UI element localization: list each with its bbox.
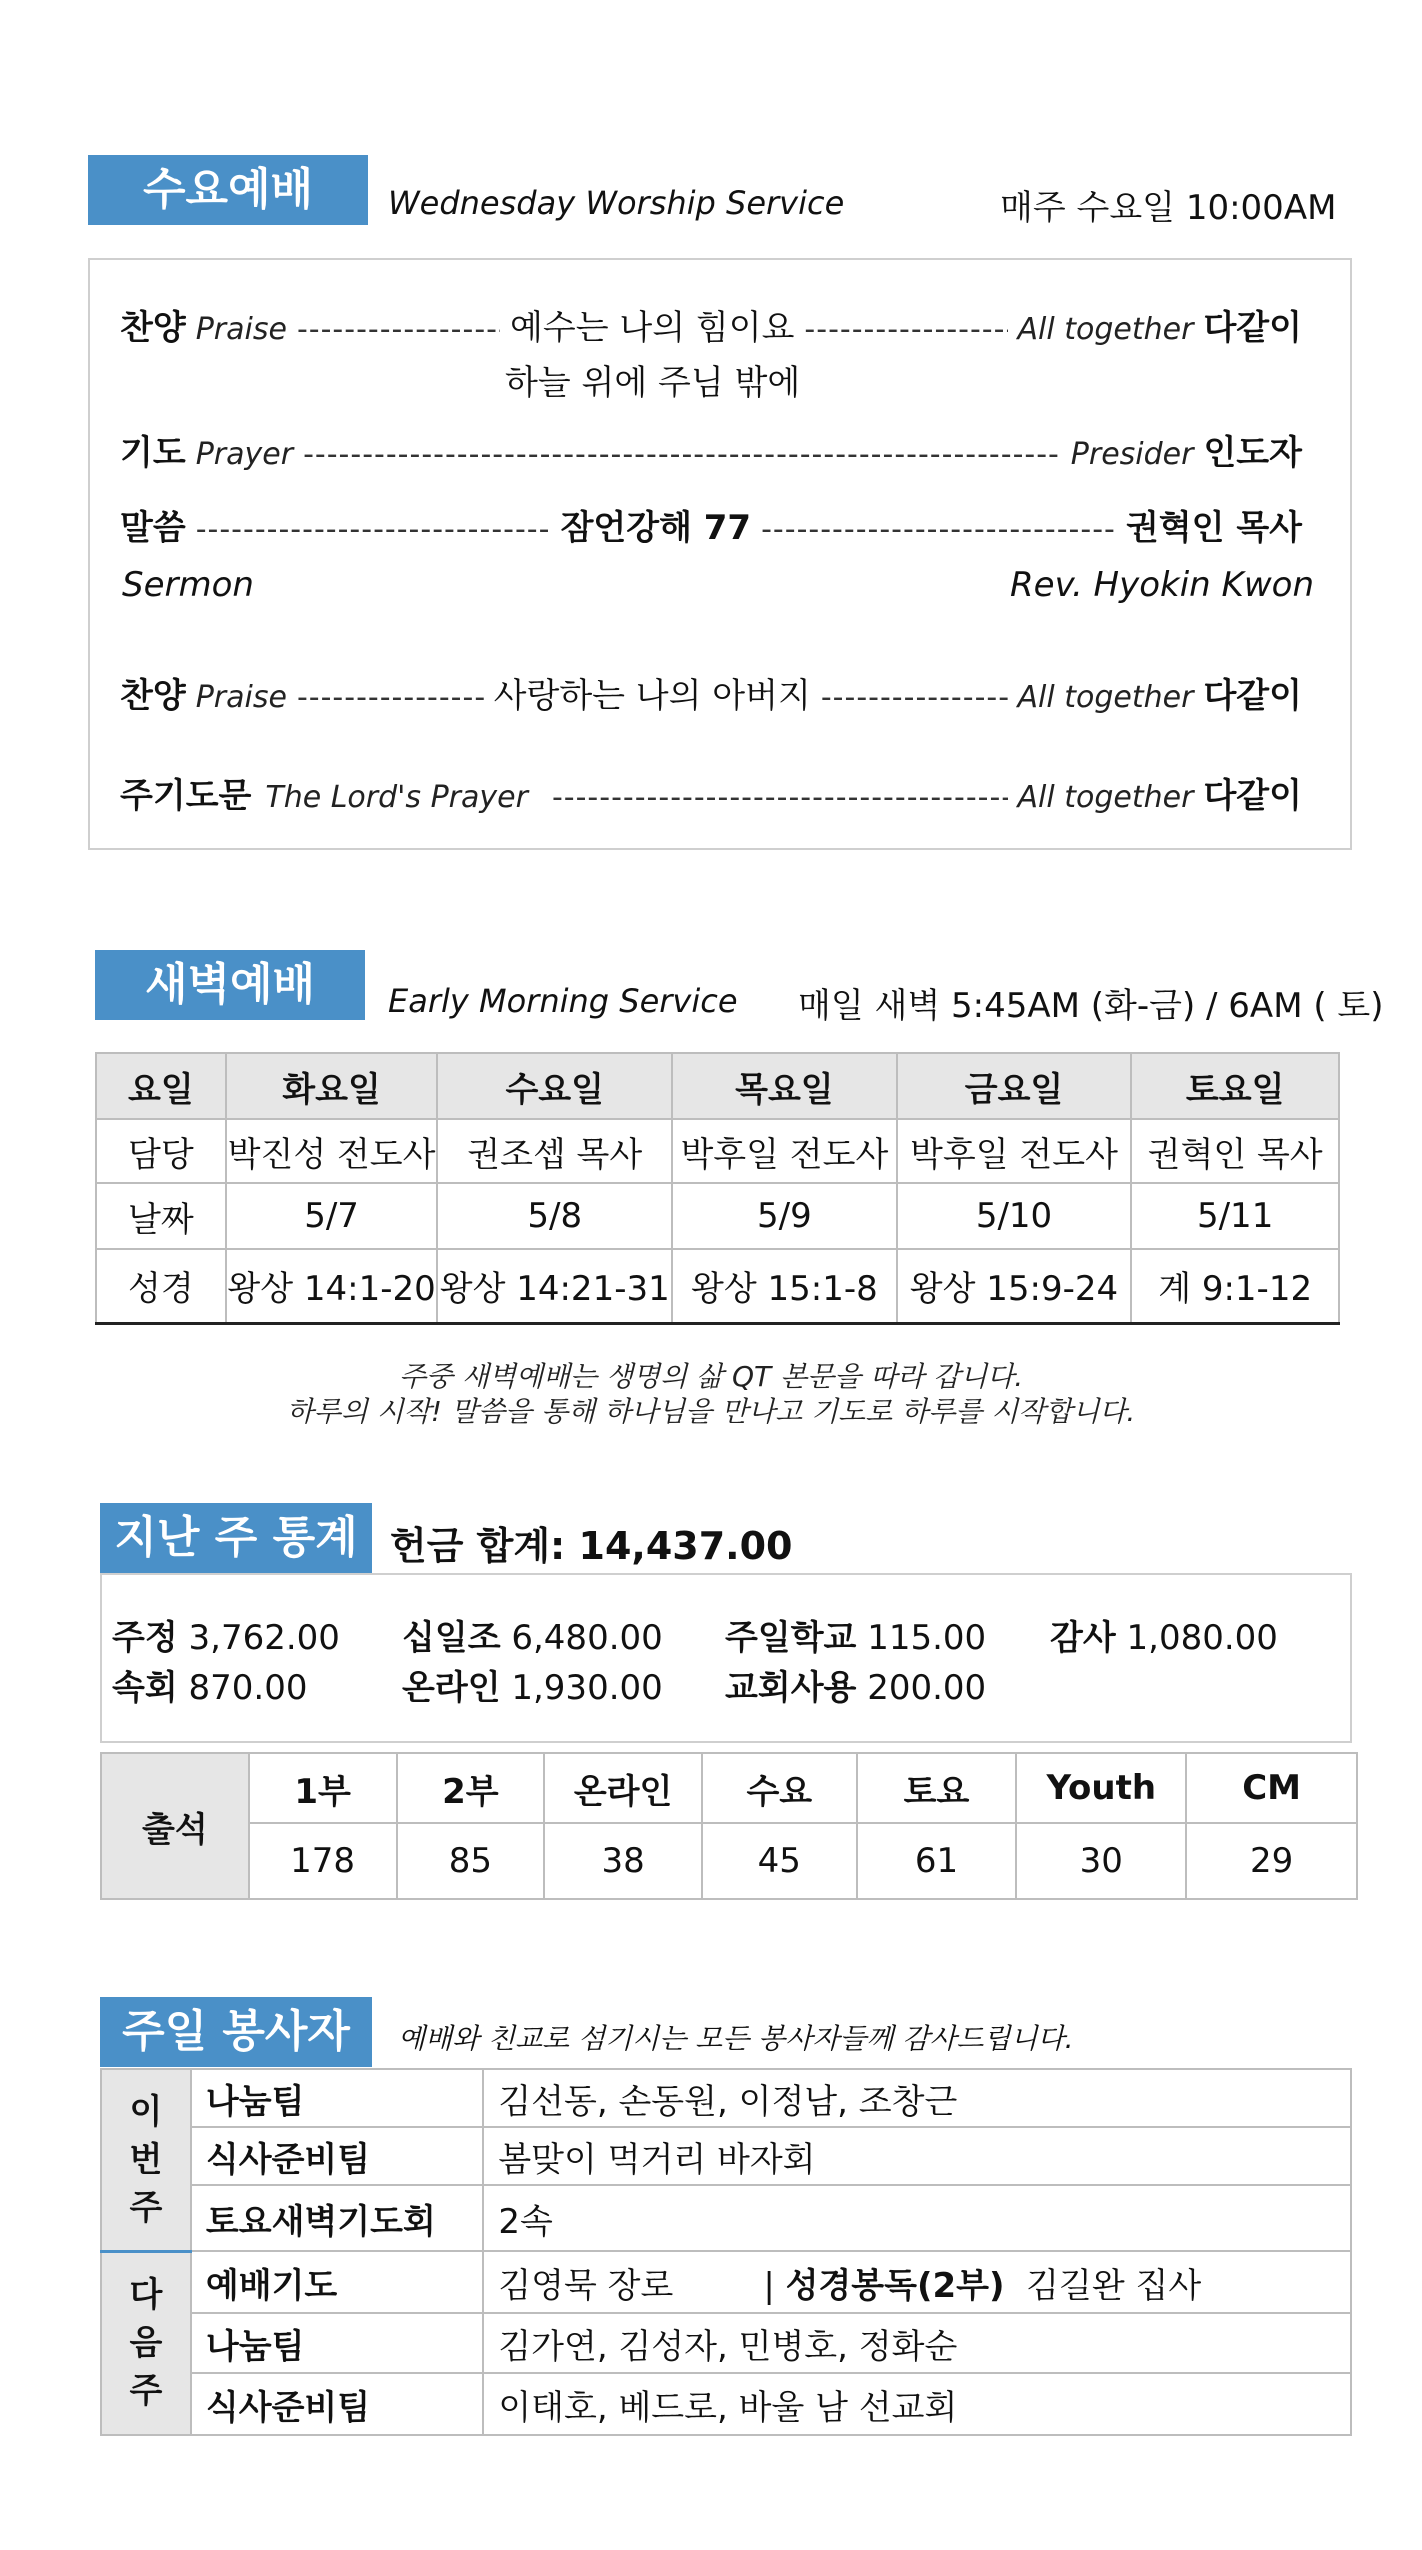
offering-item <box>725 1660 986 1709</box>
order-label-ko: 말씀 <box>120 508 186 548</box>
volunteers-subtitle: 예배와 친교로 섬기시는 모든 봉사자들께 감사드립니다. <box>398 2022 1074 2055</box>
order-label-en: The Lord's Prayer <box>265 780 528 815</box>
dawn-cell: 권조셉 목사 <box>437 1119 672 1183</box>
offering-value: 3,762.00 <box>188 1618 340 1658</box>
dawn-scripture-row <box>96 1249 1339 1323</box>
dawn-header-row <box>96 1053 1339 1119</box>
attendance-header: 2부 <box>397 1753 545 1823</box>
offering-value: 115.00 <box>867 1618 987 1658</box>
dash-leader <box>821 680 1008 715</box>
volunteer-row <box>101 2313 1351 2373</box>
order-leader-ko: 다같이 <box>1203 676 1302 716</box>
wednesday-title: 수요예배 <box>88 155 368 225</box>
volunteer-role: 식사준비팀 <box>191 2373 483 2435</box>
dawn-header-cell: 화요일 <box>226 1053 438 1119</box>
wednesday-subtitle: Wednesday Worship Service <box>388 184 845 222</box>
dawn-cell: 박후일 전도사 <box>672 1119 897 1183</box>
order-label-ko: 주기도문 <box>120 776 252 816</box>
volunteer-role: 식사준비팀 <box>191 2127 483 2185</box>
volunteer-row <box>101 2127 1351 2185</box>
dash-leader <box>297 312 500 347</box>
dawn-cell: 왕상 15:9-24 <box>897 1249 1132 1323</box>
offering-label: 십일조 <box>402 1618 501 1658</box>
volunteer-row <box>101 2373 1351 2435</box>
dawn-header-cell: 금요일 <box>897 1053 1132 1119</box>
order-leader-en: All together <box>1017 312 1194 347</box>
attendance-value: 30 <box>1016 1823 1186 1899</box>
offering-label: 주정 <box>112 1618 178 1658</box>
dawn-header-cell: 수요일 <box>437 1053 672 1119</box>
offering-item <box>402 1610 663 1659</box>
dawn-leader-row <box>96 1119 1339 1183</box>
dawn-date-row <box>96 1183 1339 1249</box>
order-row-praise-2 <box>120 668 1302 717</box>
volunteers-table <box>100 2068 1352 2436</box>
order-leader-en: Presider <box>1070 437 1194 472</box>
volunteer-names: 봄맞이 먹거리 바자회 <box>483 2127 1351 2185</box>
offering-total <box>390 1515 792 1570</box>
attendance-label: 출석 <box>101 1753 249 1899</box>
dawn-cell: 5/10 <box>897 1183 1132 1249</box>
dawn-header-cell: 요일 <box>96 1053 226 1119</box>
offering-total-value: 14,437.00 <box>578 1524 793 1568</box>
dawn-subtitle: Early Morning Service <box>388 982 738 1020</box>
dawn-row-label: 날짜 <box>96 1183 226 1249</box>
offering-item <box>112 1610 340 1659</box>
volunteer-names: 2속 <box>483 2185 1351 2251</box>
volunteers-title: 주일 봉사자 <box>100 1997 372 2067</box>
attendance-header: 수요 <box>702 1753 857 1823</box>
order-leader-ko: 다같이 <box>1203 776 1302 816</box>
dawn-cell: 박후일 전도사 <box>897 1119 1132 1183</box>
stats-title: 지난 주 통계 <box>100 1503 372 1573</box>
offering-value: 1,080.00 <box>1126 1618 1278 1658</box>
wednesday-time: 매주 수요일 10:00AM <box>1000 188 1337 228</box>
order-leader-en: All together <box>1017 780 1194 815</box>
offering-item <box>402 1660 663 1709</box>
next-week-label: 다 음 주 <box>101 2251 191 2435</box>
volunteer-extra-names: 김길완 집사 <box>1026 2265 1202 2306</box>
dawn-title: 새벽예배 <box>95 950 365 1020</box>
order-label-en: Praise <box>195 680 287 715</box>
attendance-value: 29 <box>1186 1823 1357 1899</box>
volunteer-row <box>101 2069 1351 2127</box>
order-hymn: 사랑하는 나의 아버지 <box>493 676 811 716</box>
volunteer-names: 김선동, 손동원, 이정남, 조창근 <box>483 2069 1351 2127</box>
volunteer-names: 김영묵 장로 <box>498 2265 674 2306</box>
dash-leader <box>552 780 1008 815</box>
volunteer-role: 예배기도 <box>191 2251 483 2313</box>
volunteer-role: 나눔팀 <box>191 2069 483 2127</box>
attendance-value: 61 <box>857 1823 1017 1899</box>
order-row-sermon <box>120 500 1302 549</box>
order-label-ko: 찬양 <box>120 676 186 716</box>
dawn-cell: 5/11 <box>1131 1183 1339 1249</box>
attendance-header: 온라인 <box>544 1753 702 1823</box>
attendance-value: 45 <box>702 1823 857 1899</box>
order-sermon-title: 잠언강해 77 <box>560 508 752 548</box>
order-hymn-second: 하늘 위에 주님 밖에 <box>505 363 801 403</box>
order-label-en: Praise <box>195 312 287 347</box>
dash-leader <box>804 312 1007 347</box>
offering-item <box>1050 1610 1278 1659</box>
order-leader-ko: 다같이 <box>1203 308 1302 348</box>
dash-leader <box>297 680 484 715</box>
order-leader-ko: 인도자 <box>1203 433 1302 473</box>
dawn-cell: 왕상 14:21-31 <box>437 1249 672 1323</box>
dawn-time: 매일 새벽 5:45AM (화-금) / 6AM ( 토) <box>798 986 1384 1026</box>
attendance-header-row <box>101 1753 1357 1823</box>
volunteer-role: 나눔팀 <box>191 2313 483 2373</box>
dawn-schedule-table <box>95 1052 1340 1325</box>
attendance-header: CM <box>1186 1753 1357 1823</box>
volunteer-names-combined <box>483 2251 1351 2313</box>
divider-bar: | <box>763 2265 786 2306</box>
dawn-cell: 5/7 <box>226 1183 438 1249</box>
order-sermon-en: Sermon <box>122 565 254 605</box>
volunteer-extra-role: 성경봉독(2부) <box>785 2265 1005 2306</box>
attendance-table <box>100 1752 1358 1900</box>
offering-item <box>725 1610 986 1659</box>
dawn-cell: 5/9 <box>672 1183 897 1249</box>
dawn-row-label: 담당 <box>96 1119 226 1183</box>
offering-value: 870.00 <box>188 1668 308 1708</box>
offering-label: 온라인 <box>402 1668 501 1708</box>
attendance-header: Youth <box>1016 1753 1186 1823</box>
offering-label: 감사 <box>1050 1618 1116 1658</box>
order-leader-ko: 권혁인 목사 <box>1125 508 1303 548</box>
dawn-cell: 계 9:1-12 <box>1131 1249 1339 1323</box>
order-hymn: 예수는 나의 힘이요 <box>510 308 795 348</box>
order-leader-en: All together <box>1017 680 1194 715</box>
attendance-header: 1부 <box>249 1753 397 1823</box>
order-label-en: Prayer <box>195 437 294 472</box>
dawn-cell: 박진성 전도사 <box>226 1119 438 1183</box>
order-row-praise-1 <box>120 300 1302 349</box>
attendance-header: 토요 <box>857 1753 1017 1823</box>
offering-value: 1,930.00 <box>511 1668 663 1708</box>
dawn-header-cell: 토요일 <box>1131 1053 1339 1119</box>
dawn-cell: 왕상 15:1-8 <box>672 1249 897 1323</box>
attendance-value-row <box>101 1823 1357 1899</box>
attendance-value: 85 <box>397 1823 545 1899</box>
order-row-prayer <box>120 425 1302 474</box>
volunteer-names: 이태호, 베드로, 바울 남 선교회 <box>483 2373 1351 2435</box>
offering-item <box>112 1660 307 1709</box>
dawn-note-1: 주중 새벽예배는 생명의 삶 QT 본문을 따라 갑니다. <box>398 1360 1024 1393</box>
order-preacher-en: Rev. Hyokin Kwon <box>1010 565 1314 605</box>
dawn-note-2: 하루의 시작! 말씀을 통해 하나님을 만나고 기도로 하루를 시작합니다. <box>286 1395 1136 1428</box>
dash-leader <box>303 437 1061 472</box>
dawn-cell: 5/8 <box>437 1183 672 1249</box>
dash-leader <box>196 512 551 547</box>
offering-label: 주일학교 <box>725 1618 857 1658</box>
volunteer-row <box>101 2185 1351 2251</box>
dawn-cell: 권혁인 목사 <box>1131 1119 1339 1183</box>
offering-label: 속회 <box>112 1668 178 1708</box>
volunteer-row <box>101 2251 1351 2313</box>
dawn-header-cell: 목요일 <box>672 1053 897 1119</box>
offering-value: 6,480.00 <box>511 1618 663 1658</box>
dawn-row-label: 성경 <box>96 1249 226 1323</box>
offering-label: 교회사용 <box>725 1668 857 1708</box>
order-row-lords-prayer <box>120 768 1302 817</box>
dash-leader <box>761 512 1116 547</box>
volunteer-names: 김가연, 김성자, 민병호, 정화순 <box>483 2313 1351 2373</box>
attendance-value: 178 <box>249 1823 397 1899</box>
this-week-label: 이 번 주 <box>101 2069 191 2251</box>
order-label-ko: 찬양 <box>120 308 186 348</box>
attendance-value: 38 <box>544 1823 702 1899</box>
dawn-cell: 왕상 14:1-20 <box>226 1249 438 1323</box>
order-label-ko: 기도 <box>120 433 186 473</box>
offering-value: 200.00 <box>867 1668 987 1708</box>
offering-total-label: 헌금 합계: <box>390 1524 566 1568</box>
volunteer-role: 토요새벽기도회 <box>191 2185 483 2251</box>
